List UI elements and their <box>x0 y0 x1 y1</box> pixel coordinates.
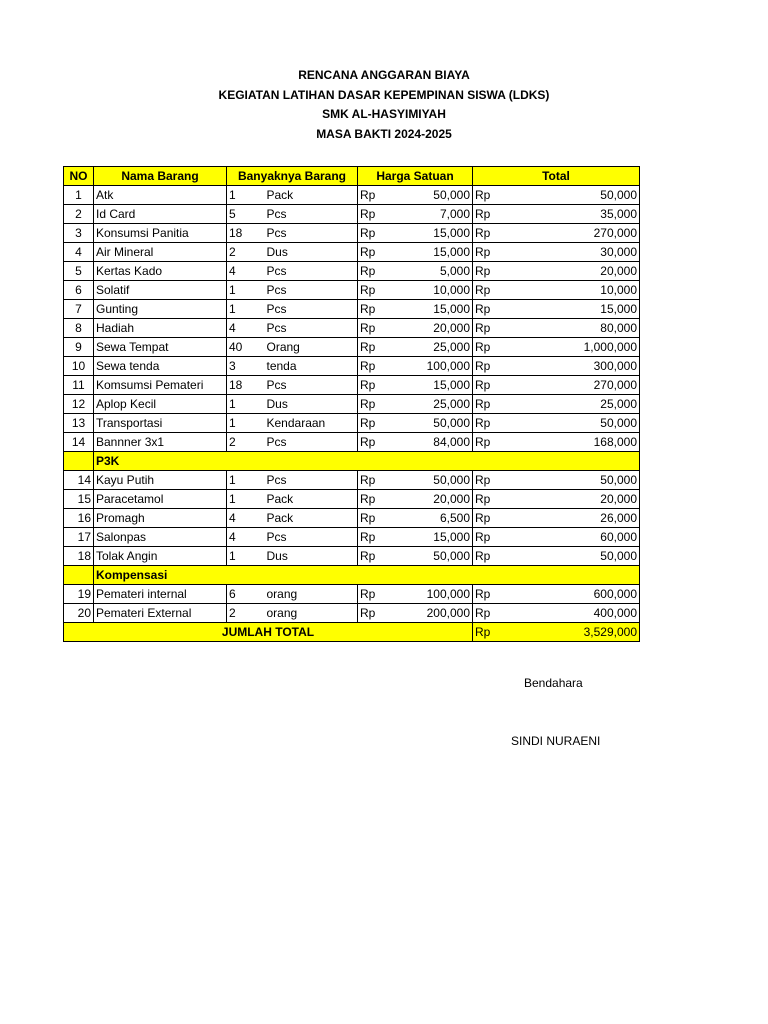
total-cell: 50,000 <box>495 471 640 490</box>
row-number-cell: 18 <box>64 547 94 566</box>
row-number-cell: 10 <box>64 357 94 376</box>
price-currency-cell: Rp <box>358 433 380 452</box>
item-name-cell: Kertas Kado <box>94 262 227 281</box>
price-currency-cell: Rp <box>358 509 380 528</box>
price-currency-cell: Rp <box>358 547 380 566</box>
quantity-cell: 4 <box>227 262 265 281</box>
unit-price-cell: 6,500 <box>380 509 473 528</box>
row-number-cell: 1 <box>64 186 94 205</box>
table-row <box>64 319 640 338</box>
unit-price-cell: 100,000 <box>380 585 473 604</box>
unit-cell: Pack <box>265 509 358 528</box>
quantity-cell: 2 <box>227 243 265 262</box>
unit-cell: Pcs <box>265 262 358 281</box>
unit-price-cell: 15,000 <box>380 528 473 547</box>
total-cell: 20,000 <box>495 490 640 509</box>
total-currency-cell: Rp <box>473 547 495 566</box>
grand-total-row <box>64 623 640 642</box>
unit-price-cell: 50,000 <box>380 414 473 433</box>
unit-price-cell: 20,000 <box>380 319 473 338</box>
total-cell: 25,000 <box>495 395 640 414</box>
item-name-cell: Konsumsi Panitia <box>94 224 227 243</box>
col-header-price: Harga Satuan <box>358 167 473 186</box>
price-currency-cell: Rp <box>358 490 380 509</box>
unit-cell: Pcs <box>265 300 358 319</box>
total-cell: 30,000 <box>495 243 640 262</box>
section-label-kompensasi: Kompensasi <box>94 566 640 585</box>
table-row <box>64 376 640 395</box>
total-cell: 270,000 <box>495 376 640 395</box>
total-currency-cell: Rp <box>473 471 495 490</box>
row-number-cell: 13 <box>64 414 94 433</box>
unit-cell: Dus <box>265 395 358 414</box>
table-row <box>64 243 640 262</box>
budget-table <box>63 166 640 642</box>
section-blank-cell <box>64 566 94 585</box>
unit-cell: Pack <box>265 490 358 509</box>
item-name-cell: Id Card <box>94 205 227 224</box>
quantity-cell: 1 <box>227 490 265 509</box>
unit-cell: Pcs <box>265 471 358 490</box>
row-number-cell: 5 <box>64 262 94 281</box>
unit-price-cell: 200,000 <box>380 604 473 623</box>
price-currency-cell: Rp <box>358 262 380 281</box>
unit-price-cell: 5,000 <box>380 262 473 281</box>
quantity-cell: 3 <box>227 357 265 376</box>
total-cell: 80,000 <box>495 319 640 338</box>
section-kompensasi <box>64 566 640 585</box>
item-name-cell: Tolak Angin <box>94 547 227 566</box>
quantity-cell: 5 <box>227 205 265 224</box>
unit-cell: Pcs <box>265 281 358 300</box>
item-name-cell: Promagh <box>94 509 227 528</box>
section-row-p3k <box>64 452 640 471</box>
total-cell: 26,000 <box>495 509 640 528</box>
title-line-2: KEGIATAN LATIHAN DASAR KEPEMPINAN SISWA (LDKS) <box>218 87 550 102</box>
quantity-cell: 4 <box>227 509 265 528</box>
document-title-block <box>0 66 768 144</box>
unit-price-cell: 15,000 <box>380 224 473 243</box>
price-currency-cell: Rp <box>358 205 380 224</box>
item-name-cell: Gunting <box>94 300 227 319</box>
total-currency-cell: Rp <box>473 433 495 452</box>
table-row <box>64 490 640 509</box>
item-name-cell: Air Mineral <box>94 243 227 262</box>
section-p3k <box>64 452 640 471</box>
table-row <box>64 300 640 319</box>
table-row <box>64 262 640 281</box>
total-currency-cell: Rp <box>473 262 495 281</box>
quantity-cell: 2 <box>227 433 265 452</box>
col-header-qty: Banyaknya Barang <box>227 167 358 186</box>
main-items-body <box>64 186 640 452</box>
quantity-cell: 2 <box>227 604 265 623</box>
total-cell: 300,000 <box>495 357 640 376</box>
item-name-cell: Pemateri External <box>94 604 227 623</box>
total-cell: 50,000 <box>495 186 640 205</box>
total-cell: 15,000 <box>495 300 640 319</box>
table-row <box>64 433 640 452</box>
table-row <box>64 357 640 376</box>
total-currency-cell: Rp <box>473 585 495 604</box>
total-currency-cell: Rp <box>473 604 495 623</box>
row-number-cell: 8 <box>64 319 94 338</box>
unit-cell: Pcs <box>265 205 358 224</box>
total-cell: 270,000 <box>495 224 640 243</box>
title-line-4: MASA BAKTI 2024-2025 <box>316 126 452 141</box>
row-number-cell: 19 <box>64 585 94 604</box>
item-name-cell: Pemateri internal <box>94 585 227 604</box>
item-name-cell: Sewa tenda <box>94 357 227 376</box>
row-number-cell: 11 <box>64 376 94 395</box>
row-number-cell: 6 <box>64 281 94 300</box>
total-cell: 10,000 <box>495 281 640 300</box>
quantity-cell: 1 <box>227 186 265 205</box>
item-name-cell: Hadiah <box>94 319 227 338</box>
table-row <box>64 604 640 623</box>
row-number-cell: 3 <box>64 224 94 243</box>
item-name-cell: Salonpas <box>94 528 227 547</box>
unit-cell: Pcs <box>265 528 358 547</box>
total-currency-cell: Rp <box>473 186 495 205</box>
row-number-cell: 17 <box>64 528 94 547</box>
price-currency-cell: Rp <box>358 395 380 414</box>
total-currency-cell: Rp <box>473 490 495 509</box>
table-row <box>64 585 640 604</box>
signature-role: Bendahara <box>524 676 583 690</box>
col-header-name: Nama Barang <box>94 167 227 186</box>
price-currency-cell: Rp <box>358 414 380 433</box>
unit-price-cell: 50,000 <box>380 471 473 490</box>
quantity-cell: 1 <box>227 300 265 319</box>
price-currency-cell: Rp <box>358 319 380 338</box>
total-currency-cell: Rp <box>473 395 495 414</box>
table-row <box>64 414 640 433</box>
unit-cell: tenda <box>265 357 358 376</box>
grand-total-currency: Rp <box>473 623 495 642</box>
quantity-cell: 1 <box>227 281 265 300</box>
price-currency-cell: Rp <box>358 376 380 395</box>
unit-cell: Pcs <box>265 224 358 243</box>
row-number-cell: 14 <box>64 433 94 452</box>
quantity-cell: 40 <box>227 338 265 357</box>
total-cell: 400,000 <box>495 604 640 623</box>
total-cell: 35,000 <box>495 205 640 224</box>
table-header-row <box>64 167 640 186</box>
unit-cell: orang <box>265 604 358 623</box>
item-name-cell: Atk <box>94 186 227 205</box>
title-line-1: RENCANA ANGGARAN BIAYA <box>298 68 470 82</box>
total-cell: 1,000,000 <box>495 338 640 357</box>
unit-price-cell: 15,000 <box>380 300 473 319</box>
unit-price-cell: 50,000 <box>380 547 473 566</box>
total-cell: 20,000 <box>495 262 640 281</box>
price-currency-cell: Rp <box>358 471 380 490</box>
item-name-cell: Bannner 3x1 <box>94 433 227 452</box>
row-number-cell: 14 <box>64 471 94 490</box>
item-name-cell: Aplop Kecil <box>94 395 227 414</box>
table-row <box>64 528 640 547</box>
row-number-cell: 16 <box>64 509 94 528</box>
price-currency-cell: Rp <box>358 528 380 547</box>
section-row-kompensasi <box>64 566 640 585</box>
table-row <box>64 547 640 566</box>
row-number-cell: 4 <box>64 243 94 262</box>
unit-cell: Orang <box>265 338 358 357</box>
total-currency-cell: Rp <box>473 243 495 262</box>
unit-price-cell: 15,000 <box>380 376 473 395</box>
signature-name: SINDI NURAENI <box>511 734 601 748</box>
row-number-cell: 2 <box>64 205 94 224</box>
total-currency-cell: Rp <box>473 281 495 300</box>
quantity-cell: 1 <box>227 414 265 433</box>
unit-price-cell: 25,000 <box>380 338 473 357</box>
unit-price-cell: 15,000 <box>380 243 473 262</box>
item-name-cell: Paracetamol <box>94 490 227 509</box>
quantity-cell: 6 <box>227 585 265 604</box>
total-currency-cell: Rp <box>473 509 495 528</box>
row-number-cell: 9 <box>64 338 94 357</box>
unit-price-cell: 7,000 <box>380 205 473 224</box>
grand-total-label: JUMLAH TOTAL <box>64 623 473 642</box>
unit-cell: Pcs <box>265 433 358 452</box>
item-name-cell: Solatif <box>94 281 227 300</box>
price-currency-cell: Rp <box>358 338 380 357</box>
table-row <box>64 281 640 300</box>
quantity-cell: 18 <box>227 376 265 395</box>
col-header-total: Total <box>473 167 640 186</box>
table-row <box>64 186 640 205</box>
price-currency-cell: Rp <box>358 300 380 319</box>
row-number-cell: 7 <box>64 300 94 319</box>
unit-cell: orang <box>265 585 358 604</box>
total-cell: 60,000 <box>495 528 640 547</box>
item-name-cell: Kayu Putih <box>94 471 227 490</box>
item-name-cell: Transportasi <box>94 414 227 433</box>
price-currency-cell: Rp <box>358 243 380 262</box>
quantity-cell: 1 <box>227 395 265 414</box>
table-row <box>64 471 640 490</box>
total-currency-cell: Rp <box>473 376 495 395</box>
unit-cell: Dus <box>265 243 358 262</box>
section-label-p3k: P3K <box>94 452 640 471</box>
unit-cell: Pcs <box>265 319 358 338</box>
quantity-cell: 18 <box>227 224 265 243</box>
row-number-cell: 12 <box>64 395 94 414</box>
section-blank-cell <box>64 452 94 471</box>
total-cell: 168,000 <box>495 433 640 452</box>
total-currency-cell: Rp <box>473 357 495 376</box>
total-currency-cell: Rp <box>473 414 495 433</box>
quantity-cell: 1 <box>227 471 265 490</box>
kompensasi-items-body <box>64 585 640 623</box>
total-cell: 600,000 <box>495 585 640 604</box>
table-row <box>64 338 640 357</box>
unit-price-cell: 50,000 <box>380 186 473 205</box>
unit-price-cell: 10,000 <box>380 281 473 300</box>
item-name-cell: Komsumsi Pemateri <box>94 376 227 395</box>
price-currency-cell: Rp <box>358 186 380 205</box>
p3k-items-body <box>64 471 640 566</box>
total-currency-cell: Rp <box>473 319 495 338</box>
grand-total-value: 3,529,000 <box>495 623 640 642</box>
row-number-cell: 20 <box>64 604 94 623</box>
unit-cell: Kendaraan <box>265 414 358 433</box>
quantity-cell: 1 <box>227 547 265 566</box>
price-currency-cell: Rp <box>358 585 380 604</box>
total-currency-cell: Rp <box>473 338 495 357</box>
quantity-cell: 4 <box>227 528 265 547</box>
table-row <box>64 224 640 243</box>
title-line-3: SMK AL-HASYIMIYAH <box>322 107 446 121</box>
table-row <box>64 395 640 414</box>
total-currency-cell: Rp <box>473 205 495 224</box>
unit-price-cell: 20,000 <box>380 490 473 509</box>
unit-price-cell: 84,000 <box>380 433 473 452</box>
total-currency-cell: Rp <box>473 224 495 243</box>
total-cell: 50,000 <box>495 414 640 433</box>
unit-cell: Dus <box>265 547 358 566</box>
price-currency-cell: Rp <box>358 357 380 376</box>
total-currency-cell: Rp <box>473 300 495 319</box>
col-header-no: NO <box>64 167 94 186</box>
price-currency-cell: Rp <box>358 224 380 243</box>
total-currency-cell: Rp <box>473 528 495 547</box>
unit-price-cell: 25,000 <box>380 395 473 414</box>
price-currency-cell: Rp <box>358 604 380 623</box>
table-row <box>64 509 640 528</box>
unit-price-cell: 100,000 <box>380 357 473 376</box>
row-number-cell: 15 <box>64 490 94 509</box>
total-cell: 50,000 <box>495 547 640 566</box>
table-row <box>64 205 640 224</box>
item-name-cell: Sewa Tempat <box>94 338 227 357</box>
unit-cell: Pack <box>265 186 358 205</box>
price-currency-cell: Rp <box>358 281 380 300</box>
quantity-cell: 4 <box>227 319 265 338</box>
unit-cell: Pcs <box>265 376 358 395</box>
